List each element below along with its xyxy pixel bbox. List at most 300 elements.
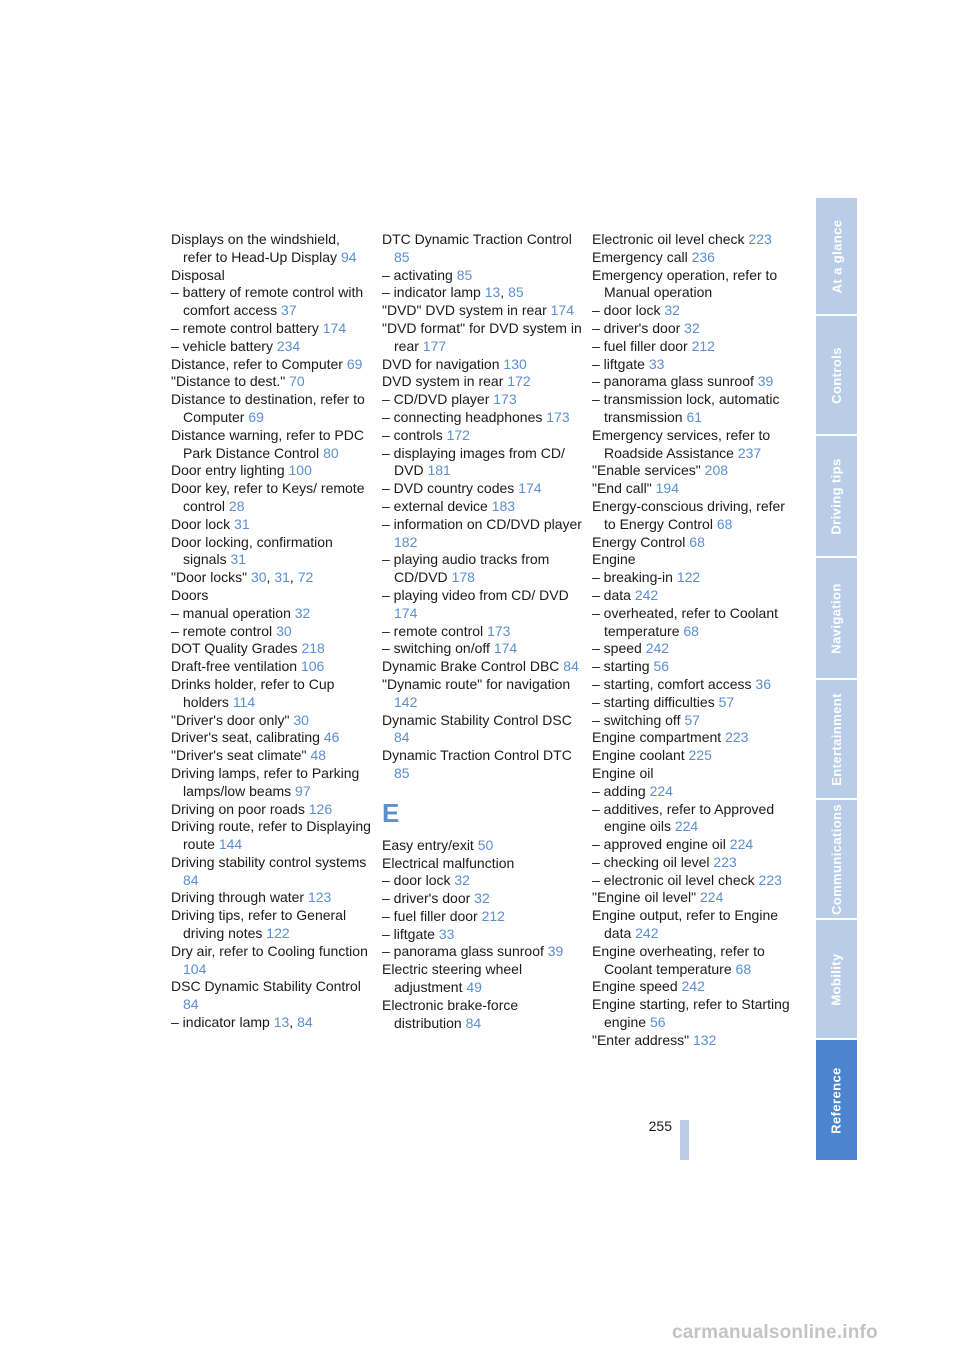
index-entry-text: – manual operation: [171, 604, 291, 621]
page-reference-link[interactable]: 144: [218, 836, 243, 853]
page-reference-link[interactable]: 68: [683, 622, 699, 639]
index-entry-text: "Driver's door only": [171, 711, 290, 728]
page-reference-link[interactable]: 236: [691, 248, 715, 265]
page-reference-link[interactable]: 32: [684, 319, 700, 336]
index-entry-text: – remote control: [382, 622, 484, 639]
index-entry-text: – battery of remote control with comfort access: [171, 284, 364, 319]
page-reference-link[interactable]: 212: [481, 907, 505, 924]
index-entry: [171, 747, 371, 765]
page-reference-link[interactable]: 174: [518, 480, 542, 497]
index-entry: [592, 231, 792, 249]
index-entry: [382, 943, 582, 961]
page-reference-link[interactable]: 174: [322, 319, 347, 336]
index-entry: – indicator lamp 13, 84: [171, 1014, 313, 1031]
index-entry-text: – electronic oil level check: [592, 871, 755, 888]
index-entry: [171, 729, 371, 747]
page-reference-link[interactable]: 223: [713, 853, 737, 870]
tab-controls[interactable]: Controls: [816, 316, 857, 436]
index-entry-text: – breaking-in: [592, 569, 673, 586]
index-entry-text: Emergency call: [592, 248, 688, 265]
index-entry: [171, 391, 371, 427]
index-entry-text: – liftgate: [382, 925, 435, 942]
index-entry-text: – starting difficulties: [592, 693, 715, 710]
page-reference-link[interactable]: 85: [394, 248, 410, 265]
index-entry-text: – displaying images from CD/ DVD: [382, 444, 565, 479]
index-entry: [592, 729, 792, 747]
page-reference-link[interactable]: 194: [655, 480, 679, 497]
page-reference-link[interactable]: 173: [546, 408, 570, 425]
page-reference-link[interactable]: 174: [493, 640, 518, 657]
page-reference-link[interactable]: 218: [301, 640, 325, 657]
index-entry-text: Door locking, confirmation signals: [171, 533, 333, 568]
index-entry: [592, 267, 792, 303]
index-entry-text: – adding: [592, 782, 646, 799]
page-reference-link[interactable]: 172: [446, 426, 470, 443]
page-reference-link[interactable]: 97: [295, 782, 311, 799]
index-entry: [171, 801, 371, 819]
index-entry: "Door locks" 30, 31, 72: [171, 569, 314, 586]
page-reference-link[interactable]: 56: [649, 1014, 666, 1031]
index-entry-text: – speed: [592, 640, 642, 657]
page-reference-link[interactable]: 223: [725, 729, 749, 746]
tab-entertainment[interactable]: Entertainment: [816, 680, 857, 800]
index-entry-text: – starting, comfort access: [592, 675, 752, 692]
index-entry: [592, 765, 792, 783]
page-reference-link[interactable]: 212: [691, 337, 715, 354]
index-entry: [592, 836, 792, 854]
index-entry: [592, 801, 792, 837]
index-entry: – indicator lamp 13, 85: [382, 284, 524, 301]
index-entry: [382, 551, 582, 587]
page-reference-link[interactable]: 242: [681, 978, 705, 995]
tab-navigation[interactable]: Navigation: [816, 558, 857, 680]
page-reference-link[interactable]: 123: [307, 889, 332, 906]
page-reference-link[interactable]: 32: [474, 890, 490, 907]
page-reference-link[interactable]: 132: [693, 1031, 717, 1048]
page-reference-link[interactable]: 13: [273, 1014, 290, 1031]
page-reference-link[interactable]: 177: [422, 337, 447, 354]
page-number: 255: [648, 1118, 672, 1134]
index-entry-text: Dynamic Stability Control DSC: [382, 711, 572, 728]
index-entry-text: – driver's door: [382, 890, 471, 907]
page-reference-link[interactable]: 94: [340, 248, 357, 265]
index-entry: [382, 445, 582, 481]
page-reference-link[interactable]: 242: [645, 640, 670, 657]
page-reference-link[interactable]: 31: [230, 551, 247, 568]
page-reference-link[interactable]: 142: [394, 693, 418, 710]
page-reference-link[interactable]: 32: [294, 604, 311, 621]
index-entry: [592, 587, 792, 605]
index-entry-text: – external device: [382, 497, 488, 514]
index-entry: [592, 302, 792, 320]
page-reference-link[interactable]: 46: [323, 729, 340, 746]
index-entry: [592, 551, 792, 569]
index-entry: [382, 373, 582, 391]
tab-at-a-glance[interactable]: At a glance: [816, 198, 857, 316]
index-entry: [592, 498, 792, 534]
index-entry-text: Engine output, refer to Engine data: [592, 907, 779, 942]
index-entry: [382, 480, 582, 498]
index-entry: [171, 231, 371, 267]
page-reference-link[interactable]: 30: [293, 711, 309, 728]
page-reference-link[interactable]: 68: [735, 960, 752, 977]
page-reference-link[interactable]: 114: [232, 693, 256, 710]
index-entry-text: – vehicle battery: [171, 337, 273, 354]
index-entry-text: – additives, refer to Approved engine oils: [592, 800, 775, 835]
index-entry: [592, 534, 792, 552]
index-entry-text: Door lock: [171, 515, 231, 532]
index-entry: [382, 320, 582, 356]
page-reference-link[interactable]: 68: [716, 515, 733, 532]
page-reference-link[interactable]: 234: [276, 337, 301, 354]
index-entry: [592, 391, 792, 427]
index-entry-text: Engine starting, refer to Starting engine: [592, 996, 790, 1031]
page-reference-link[interactable]: 48: [310, 747, 326, 764]
page-reference-link[interactable]: 106: [300, 658, 325, 675]
page-reference-link[interactable]: 126: [308, 800, 333, 817]
index-entry-text: Easy entry/exit: [382, 836, 474, 853]
tab-reference[interactable]: Reference: [816, 1040, 857, 1160]
page-reference-link[interactable]: 85: [394, 764, 410, 781]
index-entry-text: – activating: [382, 266, 453, 283]
index-entry-text: – indicator lamp: [382, 284, 481, 301]
index-entry: [382, 427, 582, 445]
index-column-3: [592, 231, 792, 1050]
page-reference-link[interactable]: 37: [281, 302, 297, 319]
index-entry-text: "DVD" DVD system in rear: [382, 302, 547, 319]
page-reference-link[interactable]: 61: [686, 408, 703, 425]
index-entry: [382, 516, 582, 552]
page-reference-link[interactable]: 104: [183, 960, 207, 977]
index-entry-text: – switching off: [592, 711, 681, 728]
page-reference-link[interactable]: 242: [635, 925, 659, 942]
index-letter-heading: E: [382, 797, 400, 828]
index-entry-text: – driver's door: [592, 319, 681, 336]
index-entry-text: – playing video from CD/ DVD: [382, 586, 569, 603]
page-reference-link[interactable]: 174: [550, 302, 574, 319]
index-entry-text: Engine compartment: [592, 729, 722, 746]
index-entry-text: Distance, refer to Computer: [171, 355, 343, 372]
page-reference-link[interactable]: 181: [427, 462, 451, 479]
index-entry-text: – overheated, refer to Coolant temperature: [592, 604, 779, 639]
index-entry: [171, 943, 371, 979]
index-entry: [382, 267, 582, 285]
index-entry-text: DVD system in rear: [382, 373, 504, 390]
index-entry: [592, 712, 792, 730]
index-entry: [171, 889, 371, 907]
page-reference-link[interactable]: 50: [477, 836, 494, 853]
page-reference-link[interactable]: 31: [234, 515, 250, 532]
page-reference-link[interactable]: 13: [484, 284, 501, 301]
page-reference-link[interactable]: 100: [288, 462, 312, 479]
index-entry-text: Disposal: [171, 266, 225, 283]
index-entry-text: – fuel filler door: [382, 907, 478, 924]
index-entry: [592, 694, 792, 712]
page-reference-link[interactable]: 49: [466, 979, 482, 996]
index-entry-text: Distance warning, refer to PDC Park Distance Control: [171, 426, 364, 461]
tab-driving-tips[interactable]: Driving tips: [816, 436, 857, 558]
page-reference-link[interactable]: 84: [465, 1014, 482, 1031]
page-reference-link[interactable]: 72: [297, 569, 314, 586]
index-entry-text: "Distance to dest.": [171, 373, 286, 390]
page-reference-link[interactable]: 242: [634, 586, 659, 603]
index-entry: [382, 640, 582, 658]
index-entry: [382, 623, 582, 641]
index-entry: [171, 623, 371, 641]
index-entry: [382, 409, 582, 427]
index-entry: [592, 978, 792, 996]
index-entry-text: – fuel filler door: [592, 337, 688, 354]
index-entry: [382, 872, 582, 890]
index-entry-text: – CD/DVD player: [382, 391, 490, 408]
page-reference-link[interactable]: 36: [755, 675, 771, 692]
index-entry-text: Electronic oil level check: [592, 231, 745, 247]
index-entry-text: Energy Control: [592, 533, 686, 550]
index-entry-text: – data: [592, 586, 631, 603]
index-column-2: [382, 231, 582, 1032]
page-reference-link[interactable]: 30: [276, 622, 292, 639]
index-entry-text: – indicator lamp: [171, 1014, 270, 1031]
page-reference-link[interactable]: 225: [688, 747, 712, 764]
index-entry: [171, 587, 371, 605]
index-entry: [592, 1032, 792, 1050]
index-entry: [171, 978, 371, 1014]
index-entry-text: – panorama glass sunroof: [382, 943, 544, 960]
index-entry-text: "Dynamic route" for navigation: [382, 675, 571, 692]
page-reference-link[interactable]: 84: [297, 1014, 313, 1031]
index-entry: [171, 605, 371, 623]
page-reference-link[interactable]: 182: [394, 533, 418, 550]
index-entry: [592, 462, 792, 480]
page-reference-link[interactable]: 30: [250, 569, 267, 586]
index-entry: [592, 854, 792, 872]
index-entry: [382, 837, 582, 855]
index-entry: [382, 961, 582, 997]
page-reference-link[interactable]: 31: [274, 569, 290, 586]
index-entry: [382, 391, 582, 409]
index-entry: [171, 320, 371, 338]
tab-mobility[interactable]: Mobility: [816, 920, 857, 1040]
index-entry-text: DVD for navigation: [382, 355, 500, 372]
page-reference-link[interactable]: 85: [456, 266, 473, 283]
index-entry: [382, 712, 582, 748]
index-entry-text: Emergency services, refer to Roadside Assistance: [592, 426, 771, 461]
page-reference-link[interactable]: 208: [704, 462, 729, 479]
index-entry: [592, 569, 792, 587]
page-reference-link[interactable]: 33: [648, 355, 665, 372]
index-entry-text: Engine coolant: [592, 747, 685, 764]
index-entry: [592, 658, 792, 676]
page-reference-link[interactable]: 32: [454, 872, 470, 889]
index-entry-text: – liftgate: [592, 355, 645, 372]
index-entry: [382, 676, 582, 712]
index-entry: [382, 356, 582, 374]
page-reference-link[interactable]: 56: [653, 658, 670, 675]
index-entry: [592, 320, 792, 338]
index-entry-text: – panorama glass sunroof: [592, 373, 754, 390]
index-entry: [592, 356, 792, 374]
index-entry: [592, 907, 792, 943]
index-entry: [592, 943, 792, 979]
index-entry: [592, 640, 792, 658]
page-reference-link[interactable]: 224: [674, 818, 699, 835]
index-entry-text: – door lock: [382, 872, 451, 889]
index-entry: [171, 427, 371, 463]
index-entry: [592, 747, 792, 765]
page-reference-link[interactable]: 173: [493, 391, 517, 408]
index-entry: [382, 231, 582, 267]
index-entry-text: Driving tips, refer to General driving notes: [171, 907, 347, 942]
index-entry: [171, 907, 371, 943]
page-reference-link[interactable]: 183: [491, 497, 516, 514]
index-entry: [382, 587, 582, 623]
index-entry-text: Engine speed: [592, 978, 678, 995]
index-entry-text: Doors: [171, 586, 209, 603]
page-reference-link[interactable]: 70: [289, 373, 305, 390]
index-entry: [171, 267, 371, 285]
index-entry-text: Driving lamps, refer to Parking lamps/low beams: [171, 764, 360, 799]
index-entry: [592, 480, 792, 498]
index-entry-text: Driver's seat, calibrating: [171, 729, 320, 746]
page-reference-link[interactable]: 69: [248, 408, 264, 425]
index-entry: [592, 427, 792, 463]
page-reference-link[interactable]: 57: [718, 693, 735, 710]
index-entry: [592, 783, 792, 801]
index-entry: [171, 676, 371, 712]
page-reference-link[interactable]: 39: [757, 373, 774, 390]
index-entry: [382, 658, 582, 676]
tab-communications[interactable]: Communications: [816, 800, 857, 920]
page-reference-link[interactable]: 172: [507, 373, 531, 390]
index-entry-text: – controls: [382, 426, 443, 443]
index-entry-text: "Enable services": [592, 462, 701, 479]
page-reference-link[interactable]: 223: [758, 871, 782, 888]
index-entry: [592, 373, 792, 391]
index-entry: [592, 338, 792, 356]
index-entry-text: – DVD country codes: [382, 480, 515, 497]
index-entry-text: Drinks holder, refer to Cup holders: [171, 675, 335, 710]
page-reference-link[interactable]: 85: [508, 284, 524, 301]
index-entry-text: Displays on the windshield, refer to Head-Up Display: [171, 231, 340, 265]
index-entry-text: "Door locks": [171, 569, 248, 586]
index-entry-text: Electric steering wheel adjustment: [382, 961, 523, 996]
page-reference-link[interactable]: 122: [266, 925, 290, 942]
page-reference-link[interactable]: 68: [689, 533, 705, 550]
index-entry-text: – connecting headphones: [382, 408, 543, 425]
page-reference-link[interactable]: 80: [323, 444, 339, 461]
index-entry-text: Draft-free ventilation: [171, 658, 298, 675]
section-tabs: [816, 198, 857, 1160]
page-reference-link[interactable]: 178: [451, 569, 475, 586]
index-entry-text: Emergency operation, refer to Manual operation: [592, 266, 778, 301]
page-reference-link[interactable]: 130: [503, 355, 527, 372]
index-entry: [171, 480, 371, 516]
page-reference-link[interactable]: 84: [183, 871, 199, 888]
index-entry: [171, 462, 371, 480]
index-entry: [382, 855, 582, 873]
index-entry: [171, 640, 371, 658]
index-entry-text: Driving stability control systems: [171, 853, 367, 870]
index-entry-text: Dynamic Traction Control DTC: [382, 747, 572, 764]
page-number-bar: [680, 1120, 689, 1160]
index-entry-text: – checking oil level: [592, 853, 710, 870]
index-entry: [382, 890, 582, 908]
index-entry-text: "DVD format" for DVD system in rear: [382, 319, 582, 354]
page-reference-link[interactable]: 174: [394, 604, 418, 621]
index-entry-text: Energy-conscious driving, refer to Energy Control: [592, 497, 785, 532]
index-entry-text: DTC Dynamic Traction Control: [382, 231, 572, 247]
index-entry: [171, 516, 371, 534]
index-entry: [592, 676, 792, 694]
index-entry-text: "Engine oil level": [592, 889, 697, 906]
index-entry-text: – switching on/off: [382, 640, 490, 657]
index-entry-text: "Enter address": [592, 1031, 690, 1048]
index-entry-text: – remote control: [171, 622, 273, 639]
index-entry-text: DOT Quality Grades: [171, 640, 298, 657]
index-entry-text: "End call": [592, 480, 652, 497]
index-entry-text: Driving route, refer to Displaying route: [171, 818, 371, 853]
index-entry: [592, 889, 792, 907]
index-entry: [592, 996, 792, 1032]
index-entry-text: – door lock: [592, 302, 661, 319]
index-entry: [382, 997, 582, 1033]
index-entry-text: Driving on poor roads: [171, 800, 305, 817]
index-entry-text: Engine oil: [592, 764, 654, 781]
index-entry: [171, 765, 371, 801]
index-entry-text: Electrical malfunction: [382, 854, 515, 871]
page-reference-link[interactable]: 84: [183, 996, 199, 1013]
index-entry-text: – information on CD/DVD player: [382, 515, 582, 532]
page-reference-link[interactable]: 224: [649, 782, 673, 799]
index-entry: [382, 498, 582, 516]
page-reference-link[interactable]: 32: [664, 302, 680, 319]
index-entry-text: Engine overheating, refer to Coolant temperature: [592, 942, 765, 977]
index-entry-text: Distance to destination, refer to Computer: [171, 391, 365, 425]
page-reference-link[interactable]: 237: [737, 444, 762, 461]
watermark: carmanualsonline.info: [672, 1322, 878, 1343]
index-entry-text: Dry air, refer to Cooling function: [171, 942, 368, 959]
page-reference-link[interactable]: 224: [700, 889, 724, 906]
index-entry-text: – remote control battery: [171, 319, 319, 336]
index-entry: [382, 302, 582, 320]
page-reference-link[interactable]: 39: [547, 943, 564, 960]
page-reference-link[interactable]: 122: [676, 569, 701, 586]
index-entry: [171, 373, 371, 391]
page-reference-link[interactable]: 84: [563, 658, 579, 675]
index-entry: [171, 338, 371, 356]
index-entry-text: – starting: [592, 658, 650, 675]
page-reference-link[interactable]: 223: [748, 231, 772, 247]
page-reference-link[interactable]: 57: [684, 711, 700, 728]
index-entry: [171, 712, 371, 730]
index-entry: [171, 658, 371, 676]
index-entry-text: "Driver's seat climate": [171, 747, 307, 764]
index-entry-text: Dynamic Brake Control DBC: [382, 658, 560, 675]
index-entry: [382, 926, 582, 944]
index-entry: [171, 854, 371, 890]
index-entry: [382, 747, 582, 783]
index-entry-text: Electronic brake-force distribution: [382, 996, 519, 1031]
index-entry: [592, 872, 792, 890]
page-reference-link[interactable]: 173: [487, 622, 511, 639]
page-reference-link[interactable]: 224: [729, 836, 754, 853]
page-reference-link[interactable]: 28: [228, 497, 245, 514]
index-entry-text: Door entry lighting: [171, 462, 285, 479]
page-reference-link[interactable]: 33: [438, 925, 455, 942]
page-reference-link[interactable]: 69: [346, 355, 363, 372]
page-reference-link[interactable]: 84: [394, 729, 410, 746]
index-entry: [171, 534, 371, 570]
